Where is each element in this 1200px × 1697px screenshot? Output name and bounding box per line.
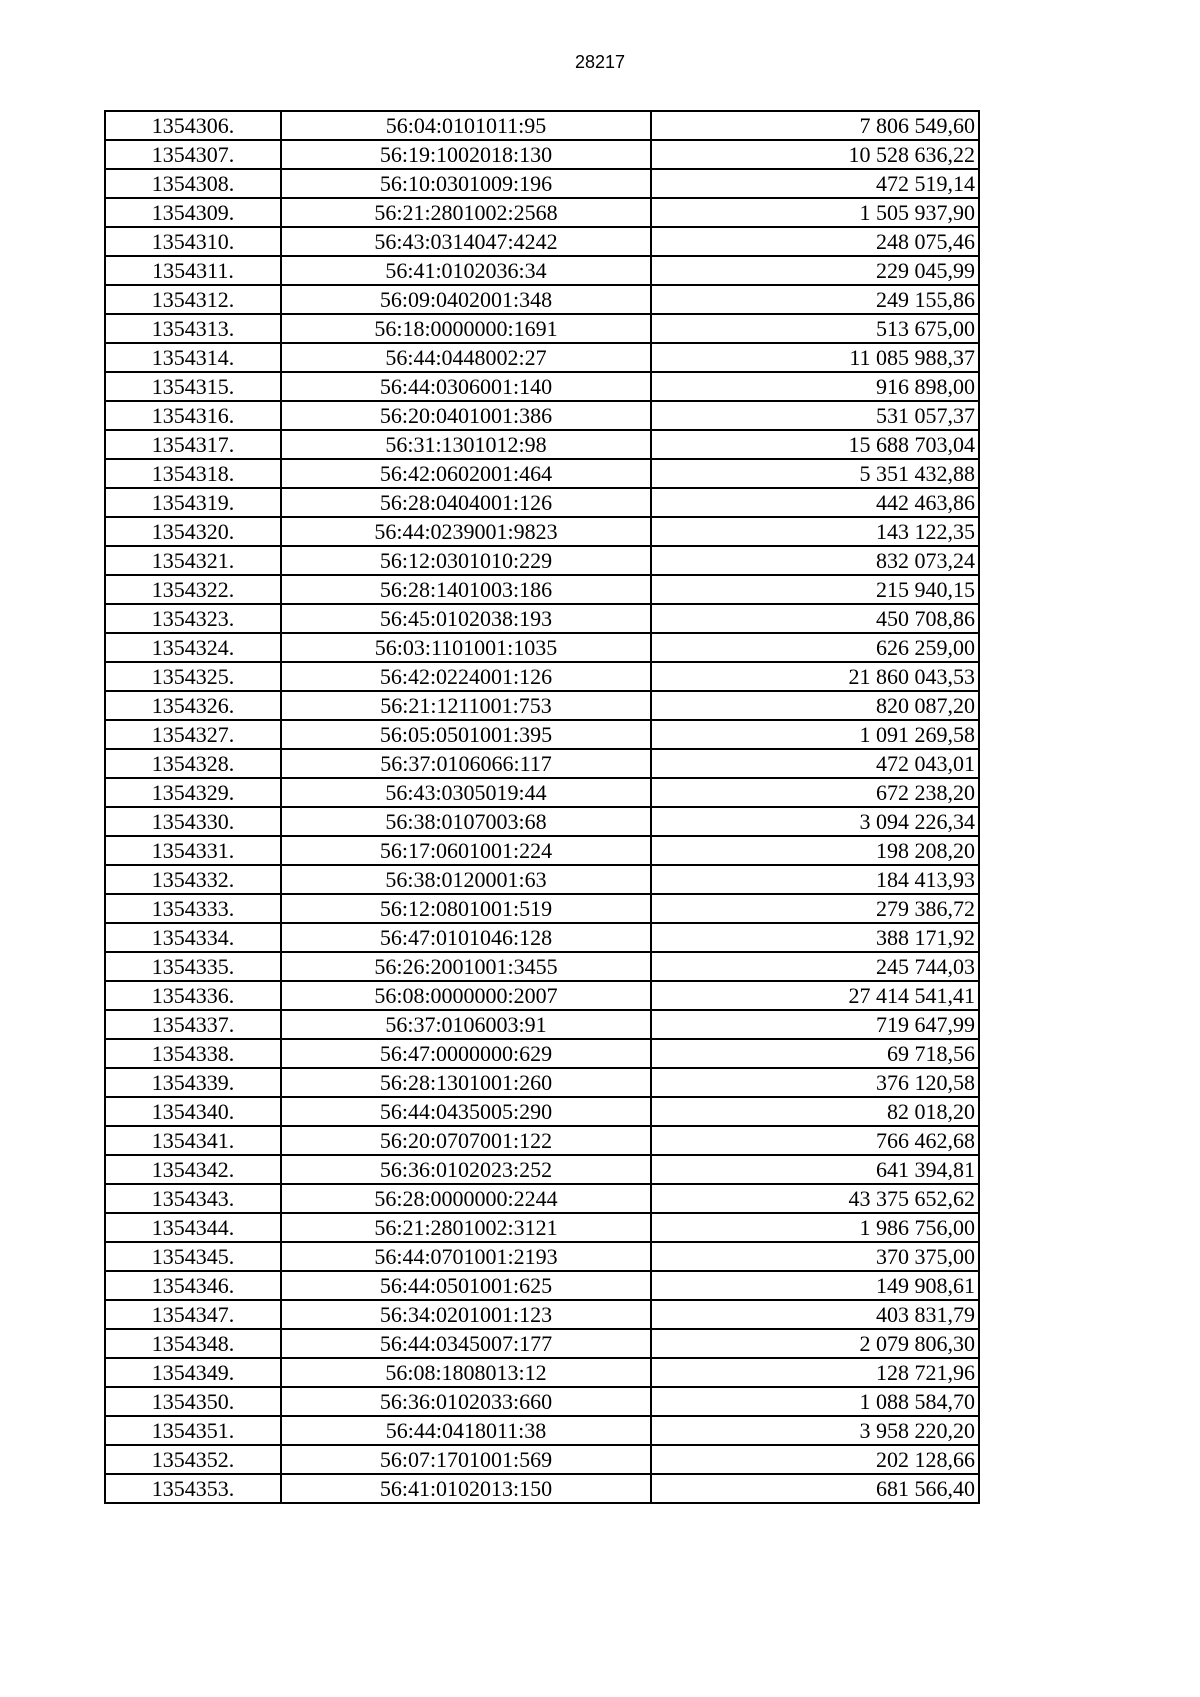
table-row	[105, 836, 979, 865]
cadastral-number-cell: 56:41:0102036:34	[281, 256, 651, 285]
row-number-cell: 1354316.	[105, 401, 281, 430]
table-row	[105, 169, 979, 198]
cadastral-number-cell: 56:42:0224001:126	[281, 662, 651, 691]
cadastral-value-cell: 143 122,35	[651, 517, 979, 546]
table-row	[105, 1155, 979, 1184]
cadastral-value-cell: 403 831,79	[651, 1300, 979, 1329]
table-row	[105, 604, 979, 633]
cadastral-value-cell: 11 085 988,37	[651, 343, 979, 372]
cadastral-value-cell: 513 675,00	[651, 314, 979, 343]
row-number-cell: 1354341.	[105, 1126, 281, 1155]
row-number-cell: 1354338.	[105, 1039, 281, 1068]
row-number-cell: 1354315.	[105, 372, 281, 401]
cadastral-number-cell: 56:28:1401003:186	[281, 575, 651, 604]
cadastral-number-cell: 56:44:0435005:290	[281, 1097, 651, 1126]
cadastral-number-cell: 56:12:0301010:229	[281, 546, 651, 575]
cadastral-value-cell: 766 462,68	[651, 1126, 979, 1155]
table-row	[105, 894, 979, 923]
table-row	[105, 1271, 979, 1300]
cadastral-value-cell: 249 155,86	[651, 285, 979, 314]
table-row	[105, 923, 979, 952]
cadastral-number-cell: 56:44:0501001:625	[281, 1271, 651, 1300]
cadastral-value-cell: 472 043,01	[651, 749, 979, 778]
cadastral-value-cell: 69 718,56	[651, 1039, 979, 1068]
table-row	[105, 952, 979, 981]
cadastral-value-cell: 198 208,20	[651, 836, 979, 865]
row-number-cell: 1354321.	[105, 546, 281, 575]
row-number-cell: 1354307.	[105, 140, 281, 169]
cadastral-number-cell: 56:28:0000000:2244	[281, 1184, 651, 1213]
cadastral-number-cell: 56:44:0701001:2193	[281, 1242, 651, 1271]
cadastral-value-cell: 3 958 220,20	[651, 1416, 979, 1445]
row-number-cell: 1354332.	[105, 865, 281, 894]
table-row	[105, 981, 979, 1010]
row-number-cell: 1354320.	[105, 517, 281, 546]
cadastral-value-cell: 5 351 432,88	[651, 459, 979, 488]
table-row	[105, 198, 979, 227]
table-body	[105, 111, 979, 1503]
row-number-cell: 1354350.	[105, 1387, 281, 1416]
cadastral-number-cell: 56:21:1211001:753	[281, 691, 651, 720]
table-row	[105, 1416, 979, 1445]
cadastral-number-cell: 56:44:0239001:9823	[281, 517, 651, 546]
cadastral-value-cell: 245 744,03	[651, 952, 979, 981]
cadastral-value-cell: 202 128,66	[651, 1445, 979, 1474]
table-row	[105, 227, 979, 256]
row-number-cell: 1354339.	[105, 1068, 281, 1097]
table-row	[105, 430, 979, 459]
cadastral-number-cell: 56:21:2801002:3121	[281, 1213, 651, 1242]
row-number-cell: 1354346.	[105, 1271, 281, 1300]
cadastral-value-cell: 43 375 652,62	[651, 1184, 979, 1213]
cadastral-number-cell: 56:38:0120001:63	[281, 865, 651, 894]
row-number-cell: 1354330.	[105, 807, 281, 836]
table-row	[105, 401, 979, 430]
table-row	[105, 1010, 979, 1039]
row-number-cell: 1354318.	[105, 459, 281, 488]
cadastral-value-cell: 279 386,72	[651, 894, 979, 923]
cadastral-value-cell: 27 414 541,41	[651, 981, 979, 1010]
cadastral-value-cell: 2 079 806,30	[651, 1329, 979, 1358]
row-number-cell: 1354333.	[105, 894, 281, 923]
row-number-cell: 1354327.	[105, 720, 281, 749]
cadastral-number-cell: 56:31:1301012:98	[281, 430, 651, 459]
table-row	[105, 111, 979, 140]
table-row	[105, 459, 979, 488]
table-row	[105, 865, 979, 894]
cadastral-value-cell: 681 566,40	[651, 1474, 979, 1503]
table-row	[105, 1068, 979, 1097]
row-number-cell: 1354310.	[105, 227, 281, 256]
cadastral-number-cell: 56:08:1808013:12	[281, 1358, 651, 1387]
table-row	[105, 662, 979, 691]
row-number-cell: 1354309.	[105, 198, 281, 227]
row-number-cell: 1354317.	[105, 430, 281, 459]
cadastral-number-cell: 56:42:0602001:464	[281, 459, 651, 488]
cadastral-value-table	[104, 110, 980, 1504]
cadastral-number-cell: 56:45:0102038:193	[281, 604, 651, 633]
cadastral-number-cell: 56:12:0801001:519	[281, 894, 651, 923]
table-row	[105, 343, 979, 372]
cadastral-value-cell: 719 647,99	[651, 1010, 979, 1039]
row-number-cell: 1354308.	[105, 169, 281, 198]
cadastral-value-cell: 1 986 756,00	[651, 1213, 979, 1242]
row-number-cell: 1354343.	[105, 1184, 281, 1213]
table-row	[105, 546, 979, 575]
page-number: 28217	[574, 52, 626, 72]
table-row	[105, 720, 979, 749]
cadastral-value-cell: 21 860 043,53	[651, 662, 979, 691]
cadastral-number-cell: 56:03:1101001:1035	[281, 633, 651, 662]
table-row	[105, 778, 979, 807]
table-row	[105, 1474, 979, 1503]
cadastral-value-cell: 832 073,24	[651, 546, 979, 575]
cadastral-number-cell: 56:36:0102033:660	[281, 1387, 651, 1416]
cadastral-number-cell: 56:28:1301001:260	[281, 1068, 651, 1097]
cadastral-value-cell: 10 528 636,22	[651, 140, 979, 169]
cadastral-number-cell: 56:43:0305019:44	[281, 778, 651, 807]
table-row	[105, 140, 979, 169]
table-row	[105, 691, 979, 720]
row-number-cell: 1354314.	[105, 343, 281, 372]
table-row	[105, 1242, 979, 1271]
cadastral-number-cell: 56:04:0101011:95	[281, 111, 651, 140]
cadastral-value-cell: 626 259,00	[651, 633, 979, 662]
table-row	[105, 575, 979, 604]
cadastral-value-cell: 916 898,00	[651, 372, 979, 401]
cadastral-number-cell: 56:44:0345007:177	[281, 1329, 651, 1358]
cadastral-number-cell: 56:41:0102013:150	[281, 1474, 651, 1503]
cadastral-number-cell: 56:07:1701001:569	[281, 1445, 651, 1474]
row-number-cell: 1354340.	[105, 1097, 281, 1126]
cadastral-value-cell: 442 463,86	[651, 488, 979, 517]
cadastral-value-cell: 149 908,61	[651, 1271, 979, 1300]
row-number-cell: 1354337.	[105, 1010, 281, 1039]
cadastral-number-cell: 56:37:0106066:117	[281, 749, 651, 778]
cadastral-value-cell: 820 087,20	[651, 691, 979, 720]
table-row	[105, 1387, 979, 1416]
cadastral-value-cell: 1 505 937,90	[651, 198, 979, 227]
row-number-cell: 1354322.	[105, 575, 281, 604]
row-number-cell: 1354331.	[105, 836, 281, 865]
cadastral-number-cell: 56:05:0501001:395	[281, 720, 651, 749]
cadastral-number-cell: 56:26:2001001:3455	[281, 952, 651, 981]
cadastral-number-cell: 56:44:0418011:38	[281, 1416, 651, 1445]
row-number-cell: 1354347.	[105, 1300, 281, 1329]
cadastral-value-cell: 1 088 584,70	[651, 1387, 979, 1416]
cadastral-number-cell: 56:10:0301009:196	[281, 169, 651, 198]
row-number-cell: 1354326.	[105, 691, 281, 720]
row-number-cell: 1354334.	[105, 923, 281, 952]
cadastral-value-cell: 388 171,92	[651, 923, 979, 952]
cadastral-value-cell: 1 091 269,58	[651, 720, 979, 749]
row-number-cell: 1354306.	[105, 111, 281, 140]
cadastral-number-cell: 56:19:1002018:130	[281, 140, 651, 169]
row-number-cell: 1354319.	[105, 488, 281, 517]
table-row	[105, 1126, 979, 1155]
table-row	[105, 1097, 979, 1126]
table-row	[105, 285, 979, 314]
table-row	[105, 1358, 979, 1387]
table-row	[105, 1445, 979, 1474]
table-row	[105, 488, 979, 517]
table-row	[105, 314, 979, 343]
cadastral-value-cell: 82 018,20	[651, 1097, 979, 1126]
cadastral-number-cell: 56:37:0106003:91	[281, 1010, 651, 1039]
table-row	[105, 256, 979, 285]
row-number-cell: 1354313.	[105, 314, 281, 343]
row-number-cell: 1354329.	[105, 778, 281, 807]
table-row	[105, 517, 979, 546]
table-row	[105, 1184, 979, 1213]
cadastral-value-cell: 531 057,37	[651, 401, 979, 430]
cadastral-value-cell: 15 688 703,04	[651, 430, 979, 459]
table-row	[105, 1329, 979, 1358]
cadastral-value-cell: 472 519,14	[651, 169, 979, 198]
cadastral-value-cell: 3 094 226,34	[651, 807, 979, 836]
table-row	[105, 749, 979, 778]
cadastral-value-cell: 641 394,81	[651, 1155, 979, 1184]
cadastral-number-cell: 56:47:0000000:629	[281, 1039, 651, 1068]
row-number-cell: 1354311.	[105, 256, 281, 285]
cadastral-value-cell: 370 375,00	[651, 1242, 979, 1271]
cadastral-number-cell: 56:43:0314047:4242	[281, 227, 651, 256]
row-number-cell: 1354336.	[105, 981, 281, 1010]
row-number-cell: 1354335.	[105, 952, 281, 981]
row-number-cell: 1354312.	[105, 285, 281, 314]
cadastral-number-cell: 56:09:0402001:348	[281, 285, 651, 314]
table-row	[105, 633, 979, 662]
row-number-cell: 1354353.	[105, 1474, 281, 1503]
cadastral-value-cell: 7 806 549,60	[651, 111, 979, 140]
cadastral-number-cell: 56:20:0707001:122	[281, 1126, 651, 1155]
cadastral-number-cell: 56:21:2801002:2568	[281, 198, 651, 227]
cadastral-value-cell: 128 721,96	[651, 1358, 979, 1387]
table-row	[105, 1300, 979, 1329]
cadastral-value-cell: 184 413,93	[651, 865, 979, 894]
cadastral-number-cell: 56:44:0306001:140	[281, 372, 651, 401]
row-number-cell: 1354328.	[105, 749, 281, 778]
cadastral-number-cell: 56:28:0404001:126	[281, 488, 651, 517]
cadastral-number-cell: 56:44:0448002:27	[281, 343, 651, 372]
cadastral-number-cell: 56:38:0107003:68	[281, 807, 651, 836]
row-number-cell: 1354344.	[105, 1213, 281, 1242]
cadastral-number-cell: 56:20:0401001:386	[281, 401, 651, 430]
cadastral-value-cell: 248 075,46	[651, 227, 979, 256]
cadastral-number-cell: 56:47:0101046:128	[281, 923, 651, 952]
table-row	[105, 1039, 979, 1068]
row-number-cell: 1354349.	[105, 1358, 281, 1387]
row-number-cell: 1354342.	[105, 1155, 281, 1184]
cadastral-value-cell: 450 708,86	[651, 604, 979, 633]
cadastral-value-cell: 229 045,99	[651, 256, 979, 285]
cadastral-number-cell: 56:18:0000000:1691	[281, 314, 651, 343]
cadastral-number-cell: 56:17:0601001:224	[281, 836, 651, 865]
row-number-cell: 1354325.	[105, 662, 281, 691]
cadastral-value-cell: 376 120,58	[651, 1068, 979, 1097]
row-number-cell: 1354352.	[105, 1445, 281, 1474]
row-number-cell: 1354323.	[105, 604, 281, 633]
table-row	[105, 372, 979, 401]
cadastral-number-cell: 56:36:0102023:252	[281, 1155, 651, 1184]
table-row	[105, 807, 979, 836]
cadastral-value-cell: 672 238,20	[651, 778, 979, 807]
cadastral-number-cell: 56:34:0201001:123	[281, 1300, 651, 1329]
row-number-cell: 1354351.	[105, 1416, 281, 1445]
row-number-cell: 1354345.	[105, 1242, 281, 1271]
row-number-cell: 1354324.	[105, 633, 281, 662]
row-number-cell: 1354348.	[105, 1329, 281, 1358]
table-row	[105, 1213, 979, 1242]
cadastral-number-cell: 56:08:0000000:2007	[281, 981, 651, 1010]
cadastral-value-cell: 215 940,15	[651, 575, 979, 604]
